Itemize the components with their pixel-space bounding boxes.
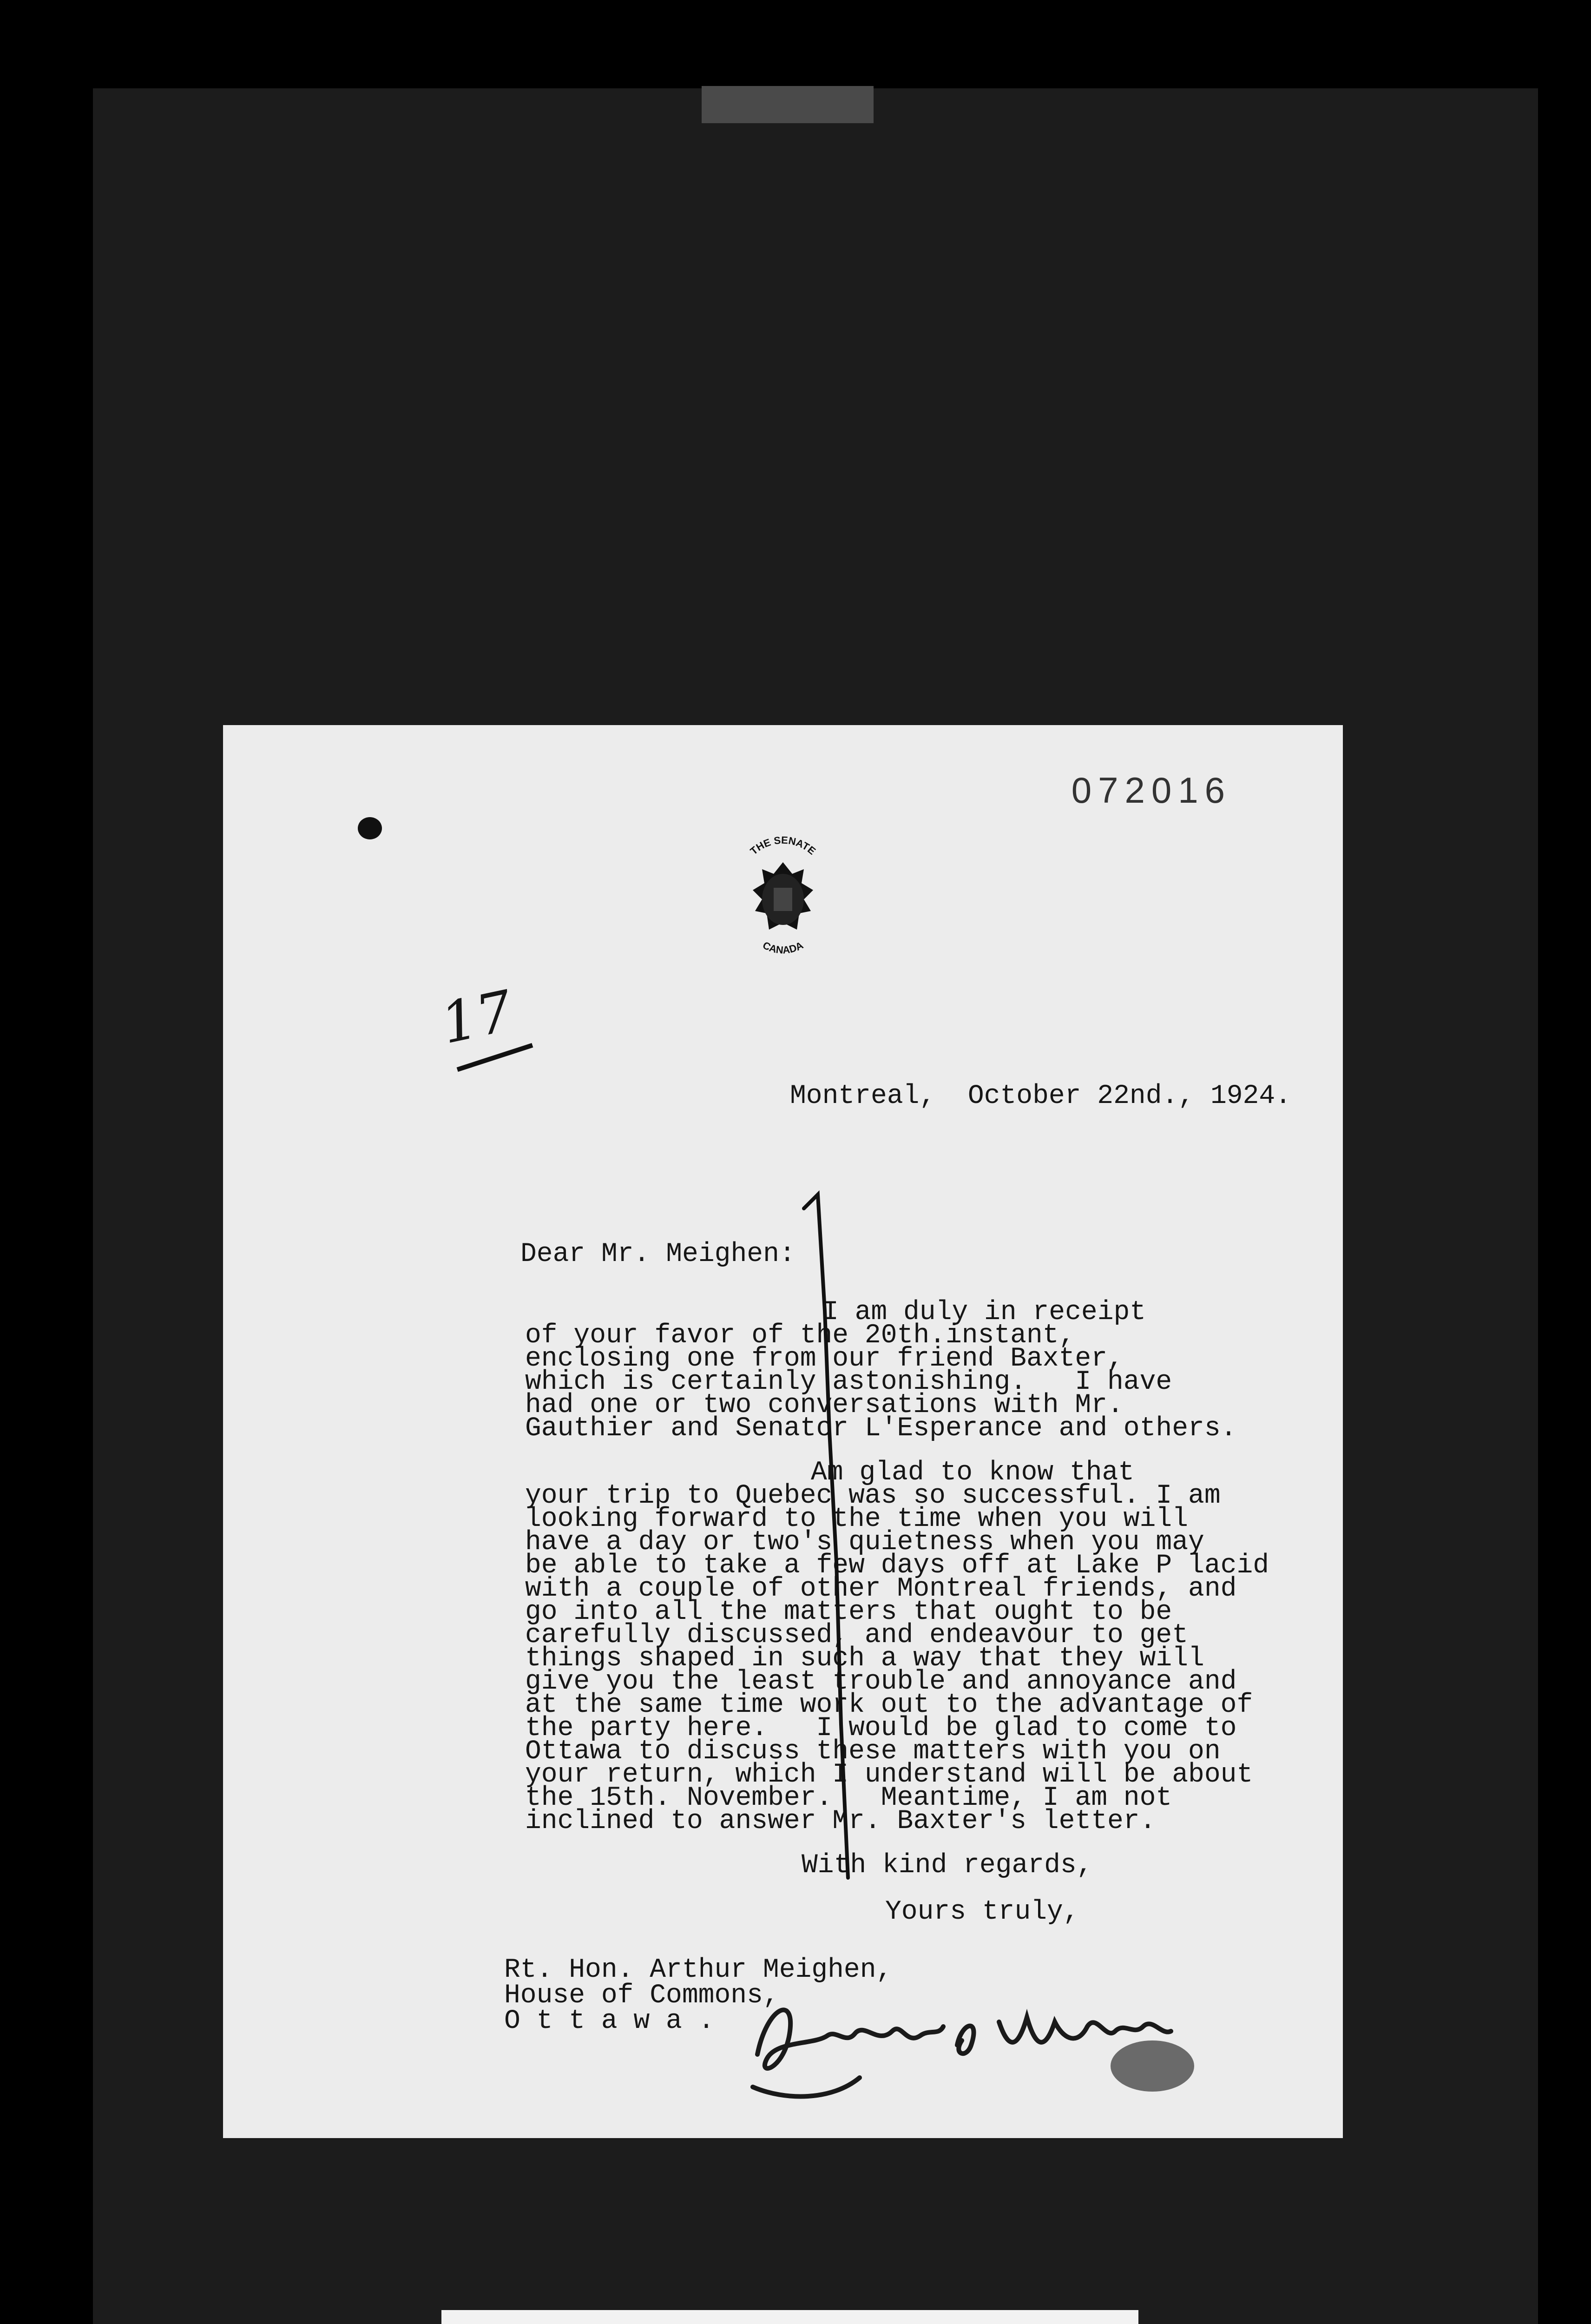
body-line: with a couple of other Montreal friends, and xyxy=(525,1574,1237,1604)
recipient-line: Rt. Hon. Arthur Meighen, xyxy=(504,1955,893,1985)
body-line: carefully discussed, and endeavour to get xyxy=(525,1620,1189,1651)
recipient-line: House of Commons, xyxy=(504,1981,779,2011)
body-line: the party here. I would be glad to come to xyxy=(525,1713,1237,1743)
body-line: things shaped in such a way that they will xyxy=(525,1644,1204,1674)
body-line: Gauthier and Senator L'Esperance and others. xyxy=(525,1413,1237,1444)
body-line: the 15th. November. Meantime, I am not xyxy=(525,1783,1172,1813)
svg-text:THE SENATE: THE SENATE xyxy=(748,834,818,857)
body-line: inclined to answer Mr. Baxter's letter. xyxy=(525,1806,1156,1836)
letter-page xyxy=(223,725,1343,2138)
body-line: Ottawa to discuss these matters with you on xyxy=(525,1736,1221,1767)
pencil-mark xyxy=(748,1190,888,1887)
body-line: enclosing one from our friend Baxter, xyxy=(525,1344,1124,1374)
body-line: which is certainly astonishing. I have xyxy=(525,1367,1172,1397)
document-number: 072016 xyxy=(1071,770,1231,811)
body-line: your trip to Quebec was so successful. I am xyxy=(525,1481,1221,1511)
body-line: have a day or two's quietness when you may xyxy=(525,1527,1204,1558)
body-line: of your favor of the 20th.instant, xyxy=(525,1320,1075,1351)
body-line: had one or two conversations with Mr. xyxy=(525,1390,1124,1420)
closing-regards: With kind regards, xyxy=(802,1850,1093,1881)
punch-hole xyxy=(358,817,382,839)
body-line: your return, which I understand will be about xyxy=(525,1760,1253,1790)
body-line: looking forward to the time when you will xyxy=(525,1504,1189,1534)
svg-text:CANADA: CANADA xyxy=(761,939,805,956)
body-line: give you the least trouble and annoyance and xyxy=(525,1667,1237,1697)
salutation: Dear Mr. Meighen: xyxy=(520,1239,796,1269)
body-line: Am glad to know that xyxy=(811,1458,1135,1488)
place-date: Montreal, October 22nd., 1924. xyxy=(790,1081,1291,1111)
archive-caption-card xyxy=(441,2310,1138,2324)
top-clip xyxy=(702,86,874,123)
senate-seal-logo xyxy=(723,830,843,969)
handwritten-page-number: 17 xyxy=(435,978,519,1057)
closing-yours-truly: Yours truly, xyxy=(885,1897,1079,1927)
body-line: go into all the matters that ought to be xyxy=(525,1597,1172,1627)
body-line: I am duly in receipt xyxy=(822,1297,1146,1327)
recipient-line: O t t a w a . xyxy=(504,2006,715,2036)
body-line: at the same time work out to the advantage of xyxy=(525,1690,1253,1720)
body-line: be able to take a few days off at Lake P lacid xyxy=(525,1551,1269,1581)
